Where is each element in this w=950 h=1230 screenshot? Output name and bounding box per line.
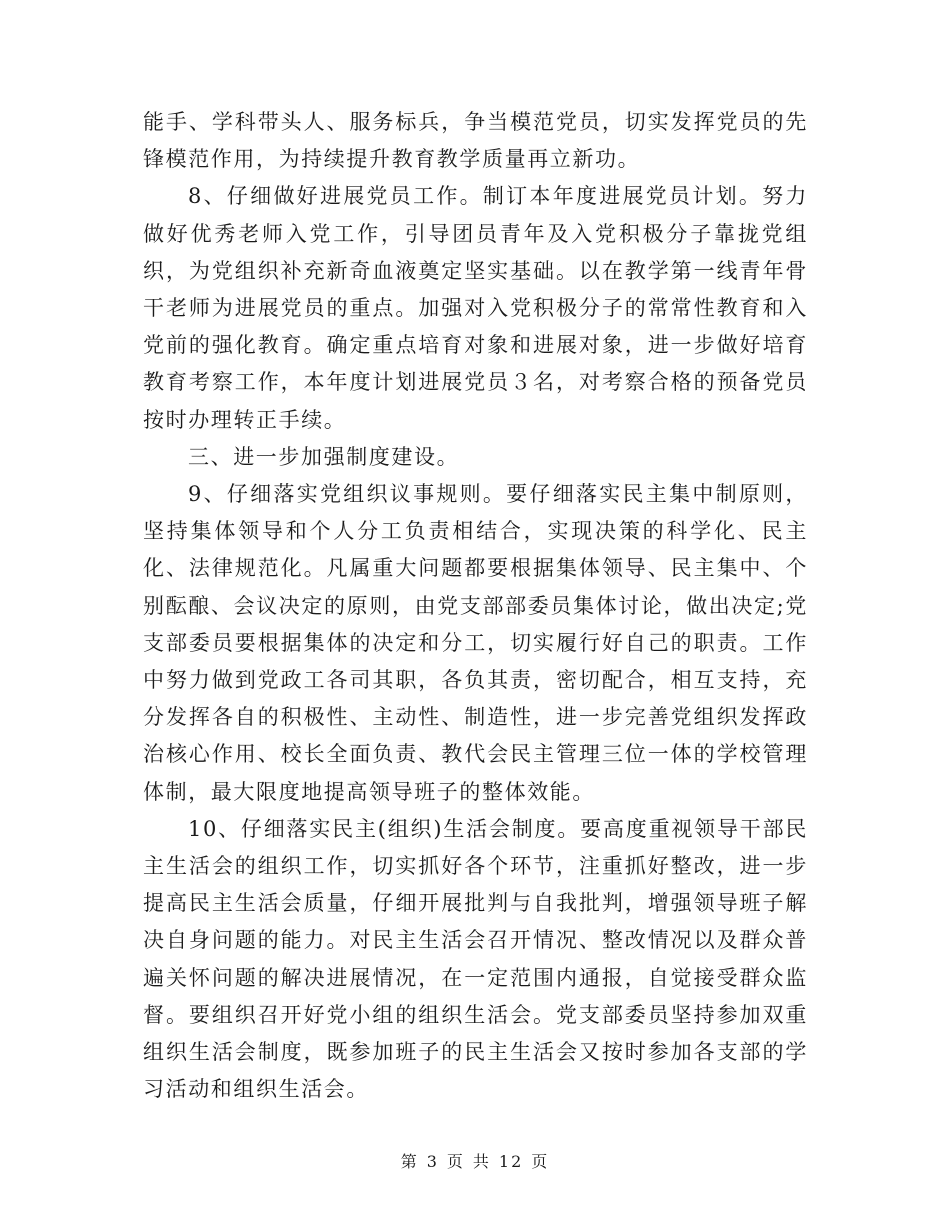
footer-total-pages: 12 [498, 1152, 524, 1171]
footer-total-unit: 页 [531, 1152, 550, 1171]
paragraph-item-8: 8、仔细做好进展党员工作。制订本年度进展党员计划。努力做好优秀老师入党工作，引导团员青年及入党积极分子靠拢党组织，为党组织补充新奇血液奠定坚实基础。以在教学第一线青年骨干老师为进展党员的重点。加强对入党积极分子的常常性教育和入党前的强化教育。确定重点培育对象和进展对象，进一步做好培育教育考察工作，本年度计划进展党员３名，对考察合格的预备党员按时办理转正手续。 [143, 184, 808, 432]
page-footer [0, 1149, 950, 1172]
footer-page-label: 第 [400, 1152, 419, 1171]
paragraph-item-9: 9、仔细落实党组织议事规则。要仔细落实民主集中制原则，坚持集体领导和个人分工负责相结合，实现决策的科学化、民主化、法律规范化。凡属重大问题都要根据集体领导、民主集中、个别酝酿、会议决定的原则，由党支部部委员集体讨论，做出决定;党支部委员要根据集体的决定和分工，切实履行好自己的职责。工作中努力做到党政工各司其职，各负其责，密切配合，相互支持，充分发挥各自的积极性、主动性、制造性，进一步完善党组织发挥政治核心作用、校长全面负责、教代会民主管理三位一体的学校管理体制，最大限度地提高领导班子的整体效能。 [143, 482, 808, 804]
paragraph-continuation: 能手、学科带头人、服务标兵，争当模范党员，切实发挥党员的先锋模范作用，为持续提升教育教学质量再立新功。 [143, 110, 808, 172]
footer-page-unit: 页 [446, 1152, 465, 1171]
document-body [143, 104, 808, 1108]
footer-current-page: 3 [426, 1152, 439, 1171]
section-heading-3: 三、进一步加强制度建设。 [188, 444, 460, 469]
paragraph-item-10: 10、仔细落实民主(组织)生活会制度。要高度重视领导干部民主生活会的组织工作，切实抓好各个环节，注重抓好整改，进一步提高民主生活会质量，仔细开展批判与自我批判，增强领导班子解决自身问题的能力。对民主生活会召开情况、整改情况以及群众普遍关怀问题的解决进展情况，在一定范围内通报，自觉接受群众监督。要组织召开好党小组的组织生活会。党支部委员坚持参加双重组织生活会制度，既参加班子的民主生活会又按时参加各支部的学习活动和组织生活会。 [143, 816, 808, 1102]
footer-total-label: 共 [472, 1152, 491, 1171]
